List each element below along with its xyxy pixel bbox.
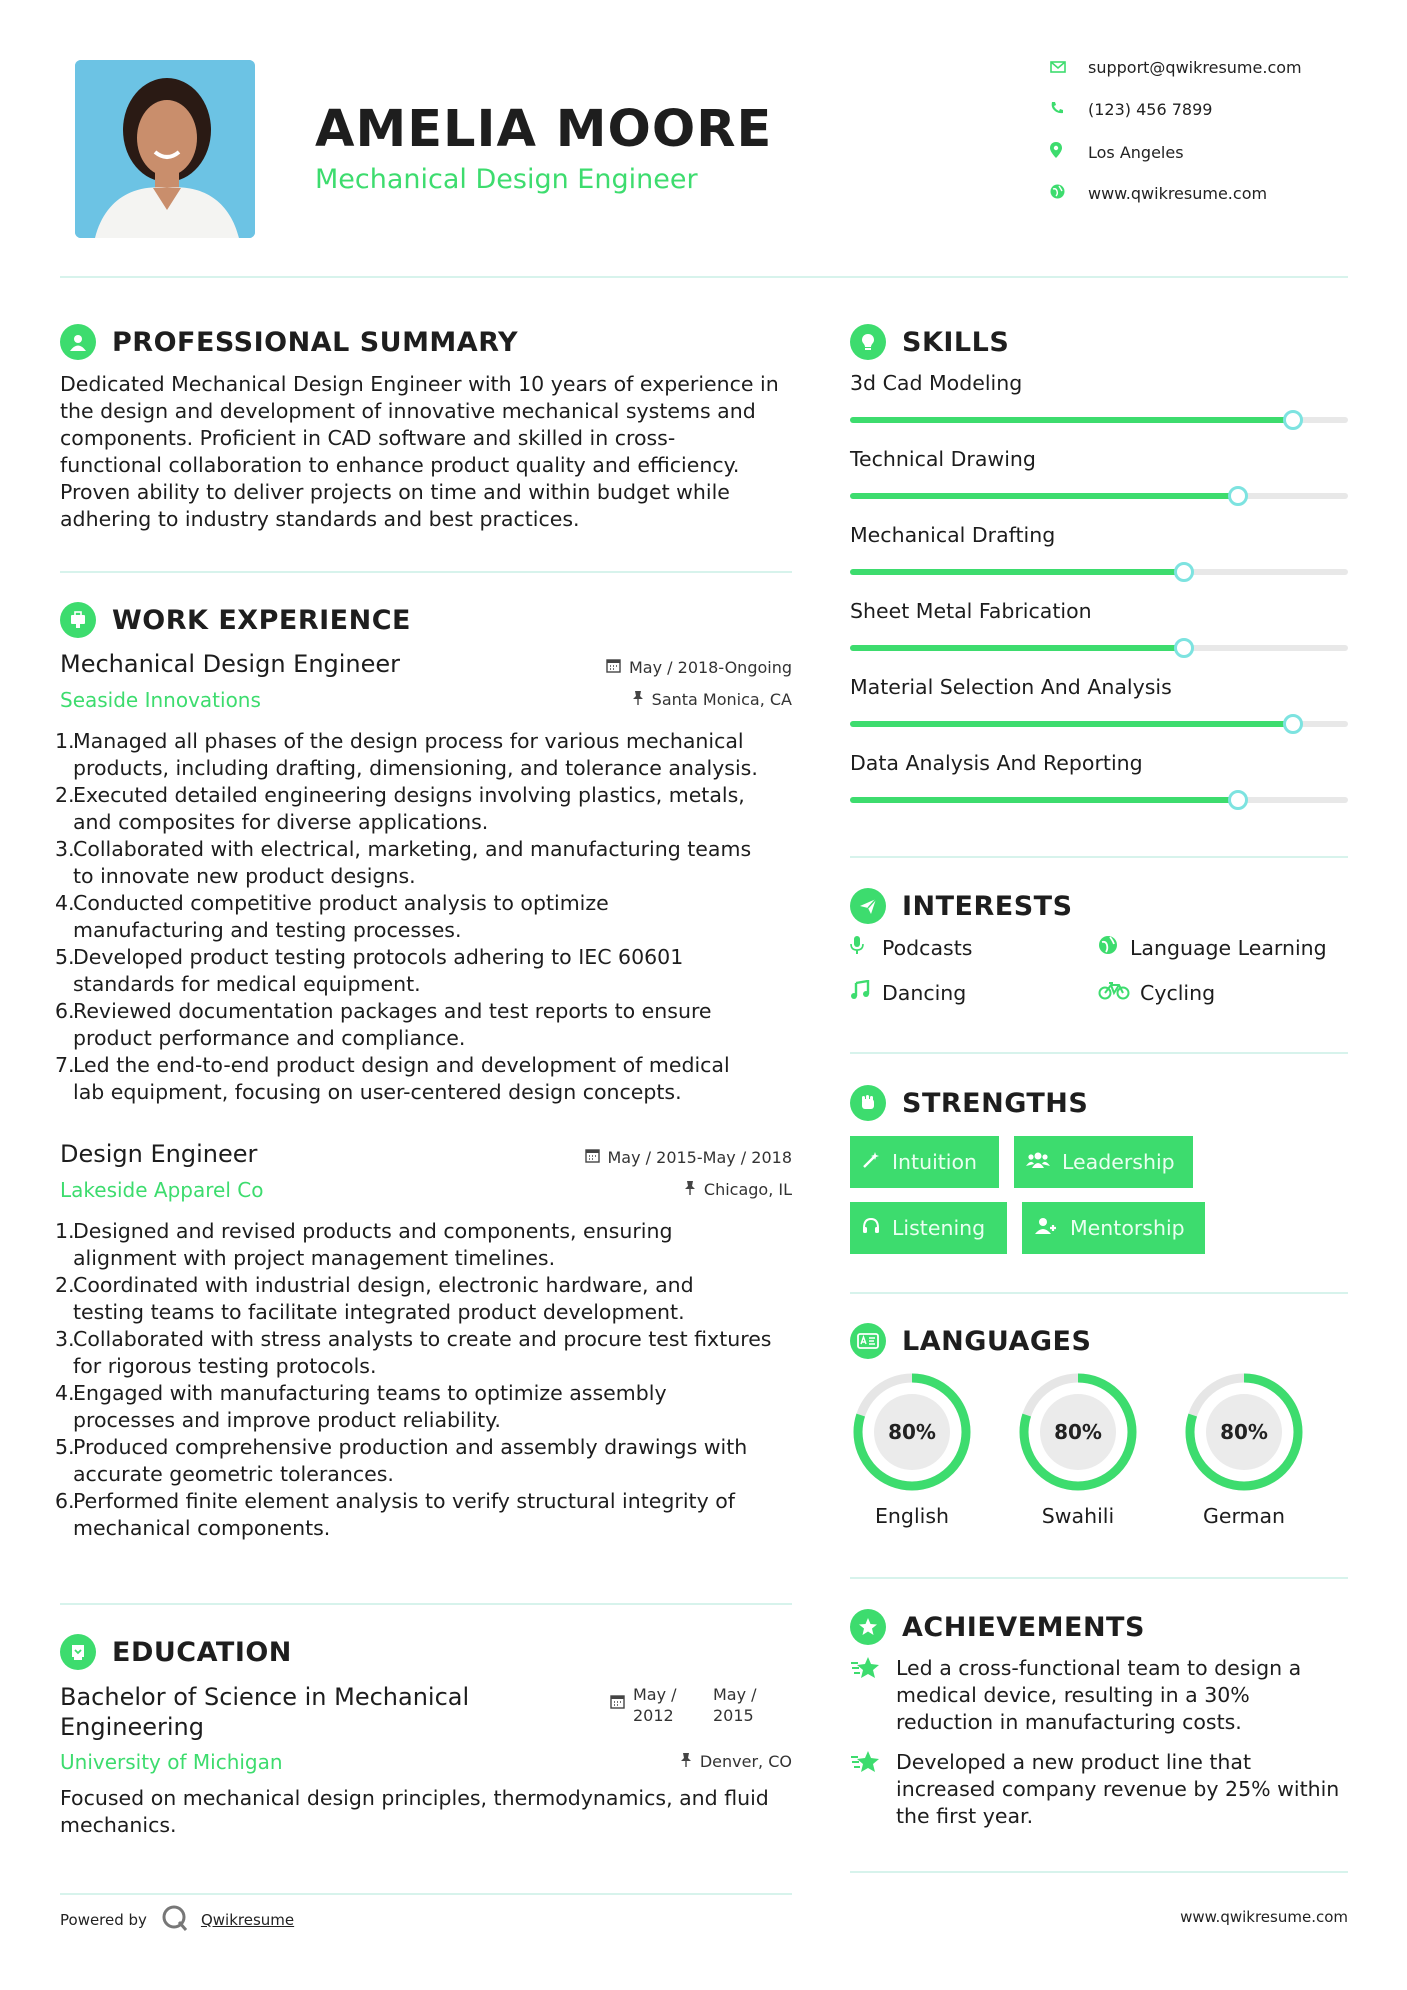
strengths-title: STRENGTHS <box>902 1087 1089 1119</box>
interests-heading <box>850 888 1073 924</box>
summary-line: functional collaboration to enhance product quality and efficiency. <box>60 453 740 477</box>
job-dates <box>606 658 792 677</box>
achievements-heading <box>850 1609 1145 1645</box>
achievements-title: ACHIEVEMENTS <box>902 1611 1145 1643</box>
user-plus-icon <box>1034 1217 1058 1240</box>
summary-line: adhering to industry standards and best practices. <box>60 507 580 531</box>
contact-website[interactable] <box>1050 184 1267 203</box>
job-dates <box>585 1148 793 1167</box>
skill-bar-knob <box>1283 410 1303 430</box>
summary-title: PROFESSIONAL SUMMARY <box>112 326 519 358</box>
language-ring <box>1016 1370 1140 1494</box>
strength-label: Mentorship <box>1070 1216 1185 1240</box>
magic-wand-icon <box>862 1151 880 1174</box>
headphones-icon <box>862 1217 880 1240</box>
list-item: 4. Engaged with manufacturing teams to optimize assembly processes and improve product reliability. <box>55 1381 667 1432</box>
summary-line: components. Proficient in CAD software and skilled in cross- <box>60 426 676 450</box>
envelope-icon <box>1050 59 1088 77</box>
job-title: Mechanical Design Engineer <box>60 650 401 678</box>
skill-bar <box>850 493 1348 499</box>
education-title: EDUCATION <box>112 1636 292 1668</box>
list-item: 6. Reviewed documentation packages and test reports to ensure product performance and compliance. <box>55 999 712 1050</box>
skill-bar <box>850 797 1348 803</box>
skill-bar-knob <box>1283 714 1303 734</box>
interest-item <box>1098 980 1215 1005</box>
list-item: 4. Conducted competitive product analysis to optimize manufacturing and testing processes. <box>55 891 609 942</box>
achievement-text: Led a cross-functional team to design a medical device, resulting in a 30% reduction in manufacturing costs. <box>896 1656 1302 1734</box>
languages-title: LANGUAGES <box>902 1325 1092 1357</box>
experience-heading <box>60 602 411 638</box>
list-item: 5. Developed product testing protocols adhering to IEC 60601 standards for medical equipment. <box>55 945 684 996</box>
bicycle-icon <box>1098 980 1140 1005</box>
languages-heading <box>850 1323 1091 1359</box>
skill-bar-fill <box>850 493 1238 499</box>
list-item: 2. Executed detailed engineering designs involving plastics, metals, and composites for diverse applications. <box>55 783 745 834</box>
skill-label: Technical Drawing <box>850 447 1036 471</box>
strength-tag <box>850 1136 999 1188</box>
list-item: 6. Performed finite element analysis to verify structural integrity of mechanical components. <box>55 1489 735 1540</box>
education-location-text: Denver, CO <box>699 1752 792 1771</box>
footer-url[interactable]: www.qwikresume.com <box>1180 1908 1348 1926</box>
skill-bar-fill <box>850 417 1293 423</box>
interest-item <box>1098 935 1327 960</box>
paper-plane-icon <box>850 888 886 924</box>
job-title: Design Engineer <box>60 1140 258 1168</box>
job-location <box>684 1180 792 1199</box>
language-percent: 80% <box>1220 1420 1268 1444</box>
degree-name <box>60 1682 469 1742</box>
globe-icon <box>1098 935 1130 960</box>
strength-label: Intuition <box>892 1150 978 1174</box>
skill-label: 3d Cad Modeling <box>850 371 1023 395</box>
list-item: 1. Managed all phases of the design process for various mechanical products, including drafting, dimensioning, and tolerance analysis. <box>55 729 758 780</box>
candidate-name: AMELIA MOORE <box>315 100 773 159</box>
user-icon <box>60 324 96 360</box>
interest-label: Cycling <box>1140 980 1216 1005</box>
strength-tag <box>1014 1136 1193 1188</box>
strength-label: Leadership <box>1062 1150 1175 1174</box>
music-note-icon <box>850 980 882 1005</box>
briefcase-icon <box>60 602 96 638</box>
achievements-divider <box>850 1871 1348 1873</box>
skill-bar <box>850 417 1348 423</box>
achievement-text: Developed a new product line that increased company revenue by 25% within the first year. <box>896 1750 1340 1828</box>
star-icon <box>850 1749 896 1830</box>
skill-bar-knob <box>1228 486 1248 506</box>
education-description-line: Focused on mechanical design principles, thermodynamics, and fluid <box>60 1786 769 1810</box>
star-icon <box>850 1655 896 1736</box>
skills-heading <box>850 324 1009 360</box>
language-name: Swahili <box>1041 1504 1115 1528</box>
strength-label: Listening <box>892 1216 986 1240</box>
strengths-divider <box>850 1292 1348 1294</box>
skill-bar-knob <box>1174 562 1194 582</box>
summary-text <box>60 371 800 533</box>
skill-bar <box>850 569 1348 575</box>
language-item <box>1182 1370 1314 1528</box>
list-item: 1. Designed and revised products and components, ensuring alignment with project management timelines. <box>55 1219 673 1270</box>
job-dates-text: May / 2015-May / 2018 <box>607 1148 792 1167</box>
skill-bar-fill <box>850 569 1184 575</box>
education-heading <box>60 1634 292 1670</box>
degree-line: Engineering <box>60 1713 204 1741</box>
skill-bar-fill <box>850 645 1184 651</box>
skill-label: Mechanical Drafting <box>850 523 1056 547</box>
school-name: University of Michigan <box>60 1750 283 1774</box>
calendar-icon <box>585 1148 600 1167</box>
contact-location <box>1050 142 1184 162</box>
fist-icon <box>850 1085 886 1121</box>
qwikresume-logo-icon <box>161 1904 189 1936</box>
experience-divider <box>60 1603 792 1605</box>
language-ring <box>850 1370 974 1494</box>
language-item <box>1016 1370 1148 1528</box>
summary-heading <box>60 324 518 360</box>
interest-label: Language Learning <box>1130 935 1327 960</box>
list-item: 3. Collaborated with stress analysts to create and procure test fixtures for rigorous testing protocols. <box>55 1327 772 1378</box>
contact-email-text: support@qwikresume.com <box>1088 58 1302 77</box>
education-description <box>60 1785 820 1839</box>
interest-item <box>850 935 972 960</box>
languages-divider <box>850 1577 1348 1579</box>
language-card-icon <box>850 1323 886 1359</box>
interest-label: Dancing <box>882 980 967 1005</box>
list-item: 3. Collaborated with electrical, marketing, and manufacturing teams to innovate new product designs. <box>55 837 752 888</box>
pushpin-icon <box>684 1180 696 1199</box>
education-divider <box>60 1893 792 1895</box>
star-badge-icon <box>850 1609 886 1645</box>
skill-label: Material Selection And Analysis <box>850 675 1172 699</box>
contact-phone[interactable] <box>1050 100 1212 119</box>
powered-by <box>60 1904 294 1936</box>
contact-location-text: Los Angeles <box>1088 142 1184 162</box>
job-location <box>632 690 792 709</box>
lightbulb-icon <box>850 324 886 360</box>
skill-bar <box>850 645 1348 651</box>
education-description-line: mechanics. <box>60 1813 177 1837</box>
achievement-item <box>850 1655 1350 1736</box>
skill-label: Data Analysis And Reporting <box>850 751 1143 775</box>
skill-bar-fill <box>850 797 1238 803</box>
interests-title: INTERESTS <box>902 890 1073 922</box>
summary-divider <box>60 571 792 573</box>
summary-line: the design and development of innovative mechanical systems and <box>60 399 756 423</box>
interests-divider <box>850 1052 1348 1054</box>
phone-icon <box>1050 101 1088 119</box>
interest-item <box>850 980 966 1005</box>
profile-photo-illustration <box>75 60 255 238</box>
skill-bar-fill <box>850 721 1293 727</box>
job-responsibilities <box>55 728 815 1106</box>
education-end: May / 2015 <box>713 1685 757 1725</box>
skills-divider <box>850 856 1348 858</box>
header-divider <box>60 276 1348 278</box>
strength-tag <box>850 1202 1007 1254</box>
job-location-text: Chicago, IL <box>703 1180 792 1199</box>
skill-bar-knob <box>1228 790 1248 810</box>
profile-photo <box>75 60 255 238</box>
list-item: 5. Produced comprehensive production and assembly drawings with accurate geometric tolerances. <box>55 1435 748 1486</box>
summary-line: Dedicated Mechanical Design Engineer with 10 years of experience in <box>60 372 779 396</box>
language-name: English <box>874 1504 950 1528</box>
globe-icon <box>1050 184 1088 203</box>
achievement-item <box>850 1749 1350 1830</box>
language-percent: 80% <box>1054 1420 1102 1444</box>
job-responsibilities <box>55 1218 815 1542</box>
job-dates-text: May / 2018-Ongoing <box>629 658 792 677</box>
interest-label: Podcasts <box>882 935 973 960</box>
strength-tag <box>1022 1202 1205 1254</box>
list-item: 2. Coordinated with industrial design, electronic hardware, and testing teams to facilitate integrated product development. <box>55 1273 694 1324</box>
skill-bar <box>850 721 1348 727</box>
experience-title: WORK EXPERIENCE <box>112 604 411 636</box>
company-name: Lakeside Apparel Co <box>60 1178 264 1202</box>
summary-line: Proven ability to deliver projects on time and within budget while <box>60 480 730 504</box>
job-location-text: Santa Monica, CA <box>651 690 792 709</box>
candidate-title: Mechanical Design Engineer <box>315 164 698 195</box>
calendar-icon <box>606 658 621 677</box>
strengths-heading <box>850 1085 1088 1121</box>
language-ring <box>1182 1370 1306 1494</box>
language-name: German <box>1202 1504 1286 1528</box>
group-icon <box>1026 1151 1050 1174</box>
microphone-icon <box>850 935 882 960</box>
calendar-icon <box>610 1694 625 1713</box>
qwikresume-link[interactable]: Qwikresume <box>200 1911 295 1929</box>
graduation-icon <box>60 1634 96 1670</box>
contact-email[interactable] <box>1050 58 1302 77</box>
skills-title: SKILLS <box>902 326 1010 358</box>
skill-bar-knob <box>1174 638 1194 658</box>
pushpin-icon <box>632 690 644 709</box>
powered-by-label: Powered by <box>60 1911 147 1929</box>
contact-website-text: www.qwikresume.com <box>1088 184 1268 203</box>
education-location <box>680 1752 792 1771</box>
language-percent: 80% <box>888 1420 936 1444</box>
company-name: Seaside Innovations <box>60 688 261 712</box>
education-dates <box>610 1684 773 1726</box>
degree-line: Bachelor of Science in Mechanical <box>60 1683 470 1711</box>
contact-phone-text: (123) 456 7899 <box>1088 100 1213 119</box>
pushpin-icon <box>680 1752 692 1771</box>
list-item: 7. Led the end-to-end product design and development of medical lab equipment, focusing on user-centered design concepts. <box>55 1053 730 1104</box>
location-pin-icon <box>1050 142 1088 162</box>
education-start: May / 2012 <box>633 1685 677 1725</box>
language-item <box>850 1370 982 1528</box>
skill-label: Sheet Metal Fabrication <box>850 599 1092 623</box>
